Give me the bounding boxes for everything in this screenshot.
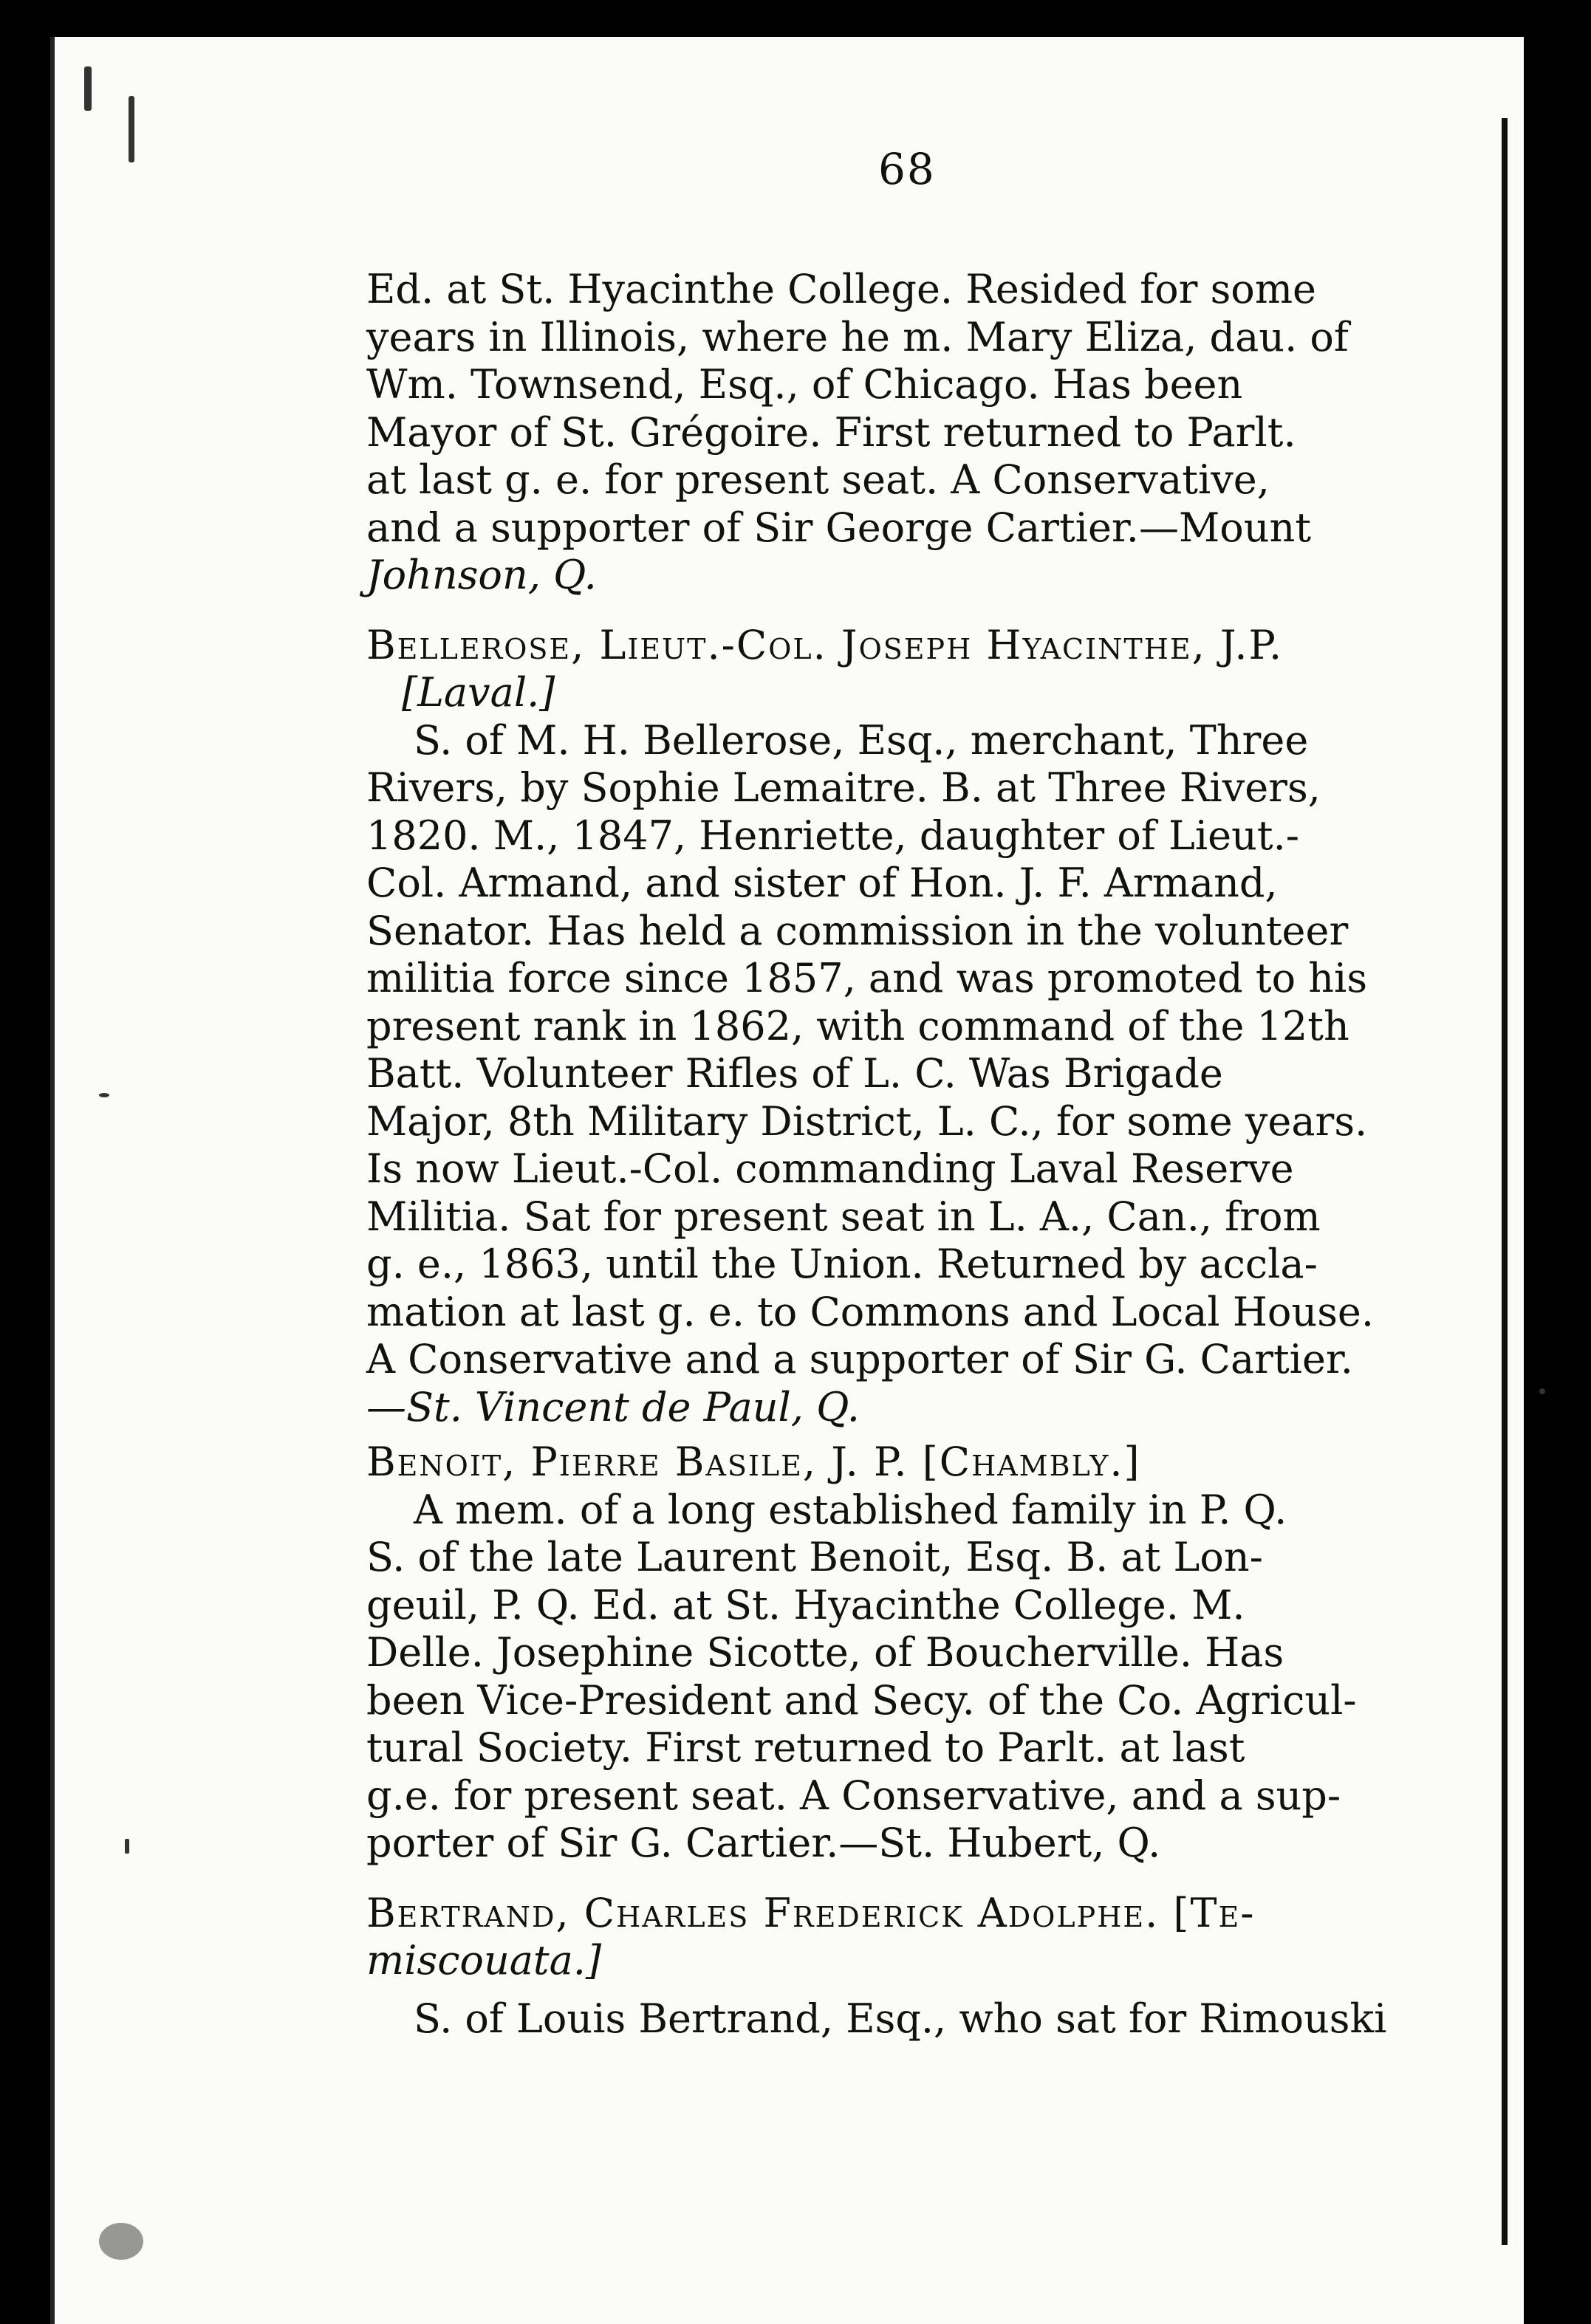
entry-heading-benoit	[366, 1439, 1452, 1487]
text-line: Is now Lieut.-Col. commanding Laval Reserve	[366, 1145, 1294, 1192]
text-line: at last g. e. for present seat. A Conservative,	[366, 456, 1270, 503]
constituency-label: [Laval.]	[402, 669, 555, 716]
text-line: porter of Sir G. Cartier.—St. Hubert, Q.	[366, 1820, 1161, 1866]
text-line: g.e. for present seat. A Conservative, and a sup-	[366, 1772, 1341, 1819]
entry-heading-line: Bellerose, Lieut.-Col. Joseph Hyacinthe, J.P.	[366, 621, 1284, 668]
text-line: Ed. at St. Hyacinthe College. Resided for some	[366, 266, 1316, 312]
scan-speck	[99, 2223, 143, 2260]
text-line: g. e., 1863, until the Union. Returned by accla-	[366, 1241, 1318, 1287]
scan-speck	[99, 1093, 109, 1097]
text-line: been Vice-President and Secy. of the Co. Agricul-	[366, 1676, 1357, 1724]
page-number: 68	[878, 144, 936, 194]
text-line: —St. Vincent de Paul, Q.	[366, 1383, 860, 1430]
text-line: Major, 8th Military District, L. C., for some years.	[366, 1097, 1368, 1145]
text-line: present rank in 1862, with command of the 12th	[366, 1002, 1349, 1049]
text-line: S. of the late Laurent Benoit, Esq. B. at Lon-	[366, 1534, 1263, 1580]
text-line: Senator. Has held a commission in the volunteer	[366, 907, 1349, 954]
text-line: and a supporter of Sir George Cartier.—Mount	[366, 504, 1312, 551]
text-line: Wm. Townsend, Esq., of Chicago. Has been	[366, 361, 1243, 408]
scan-speck	[129, 96, 134, 162]
text-line: A mem. of a long established family in P. Q.	[414, 1486, 1287, 1533]
text-line: geuil, P. Q. Ed. at St. Hyacinthe College. M.	[366, 1581, 1245, 1628]
text-line: militia force since 1857, and was promoted to his	[366, 955, 1368, 1001]
scan-speck	[84, 66, 92, 111]
entry-heading-bertrand	[366, 1890, 1452, 1985]
scan-speck	[1539, 1388, 1545, 1394]
page-binding-edge	[1502, 118, 1508, 2245]
text-line: years in Illinois, where he m. Mary Eliza, dau. of	[366, 313, 1349, 360]
text-line: Mayor of St. Grégoire. First returned to Parlt.	[366, 408, 1296, 456]
text-line: Johnson, Q.	[366, 552, 597, 598]
book-page	[50, 37, 1524, 2324]
constituency-label: miscouata.]	[366, 1937, 602, 1984]
text-line: 1820. M., 1847, Henriette, daughter of Lieut.-	[366, 812, 1300, 859]
text-line: Delle. Josephine Sicotte, of Boucherville. Has	[366, 1629, 1284, 1676]
text-line: Col. Armand, and sister of Hon. J. F. Armand,	[366, 860, 1278, 906]
entry-heading-line: Bertrand, Charles Frederick Adolphe. [Te-	[366, 1889, 1256, 1936]
text-line: A Conservative and a supporter of Sir G. Cartier.	[366, 1336, 1353, 1382]
text-line: Militia. Sat for present seat in L. A., Can., from	[366, 1193, 1321, 1240]
entry-heading-line: Benoit, Pierre Basile, J. P. [Chambly.]	[366, 1439, 1141, 1485]
text-line: S. of M. H. Bellerose, Esq., merchant, Three	[414, 716, 1309, 764]
entry-body-bertrand	[366, 1995, 1452, 2043]
scan-speck	[125, 1839, 129, 1854]
text-line: S. of Louis Bertrand, Esq., who sat for Rimouski	[414, 1995, 1387, 2042]
paragraph-continuation	[366, 266, 1452, 600]
entry-body-benoit	[366, 1487, 1452, 1868]
text-line: Batt. Volunteer Rifles of L. C. Was Brigade	[366, 1050, 1223, 1097]
text-line: Rivers, by Sophie Lemaitre. B. at Three Rivers,	[366, 764, 1321, 811]
entry-heading-bellerose	[366, 622, 1452, 717]
text-line: tural Society. First returned to Parlt. at last	[366, 1724, 1245, 1771]
entry-body-bellerose	[366, 717, 1452, 1432]
page-text	[366, 266, 1452, 2043]
text-line: mation at last g. e. to Commons and Local House.	[366, 1288, 1375, 1335]
